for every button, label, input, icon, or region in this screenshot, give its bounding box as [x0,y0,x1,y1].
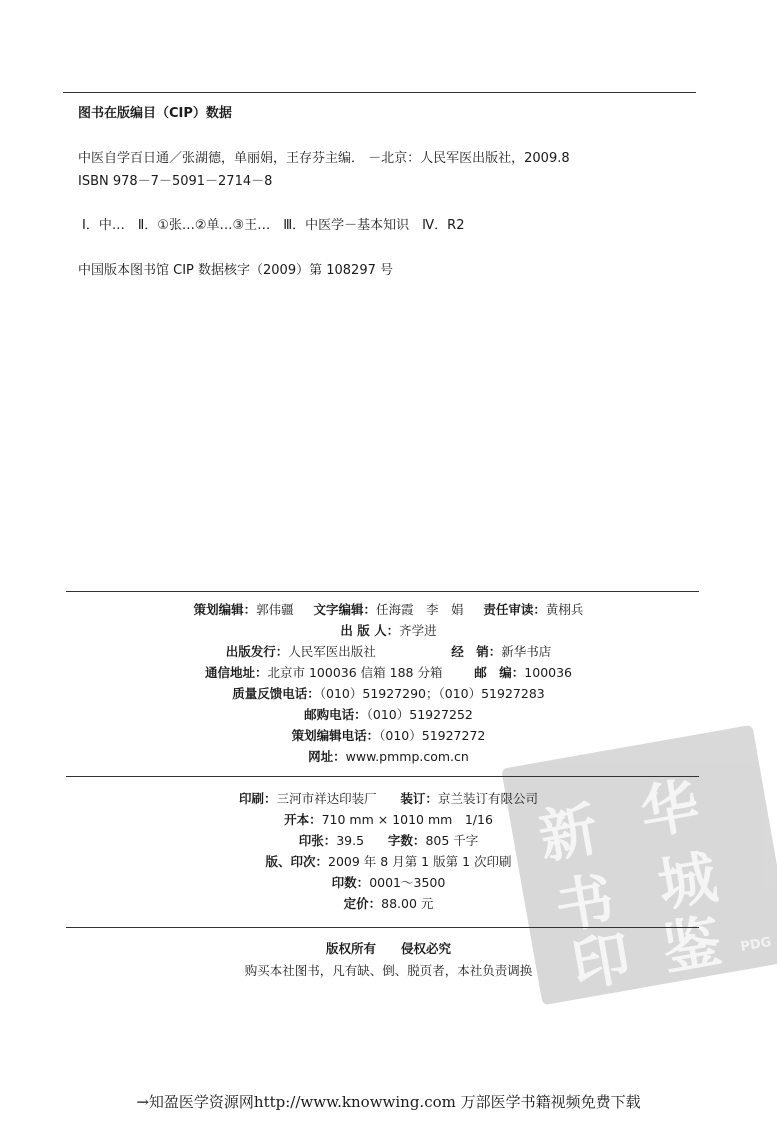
replacement-notice: 购买本社图书，凡有缺、倒、脱页者，本社负责调换 [244,963,533,978]
distributor: 新华书店 [501,644,552,659]
seal-char: 书 [550,864,620,943]
credits-block [0,602,777,770]
website: www.pmmp.com.cn [345,749,469,764]
print-run: 0001～3500 [369,875,446,890]
credits-row-editors: 策划编辑：郭伟疆 文字编辑：任海霞 李 娟 责任审读：黄栩兵 [193,602,584,617]
rights-notice: 版权所有 侵权必究 [325,941,451,956]
words: 805 千字 [425,833,479,848]
seal-char: 鉴 [657,907,727,985]
mail-order-phone: （010）51927252 [366,707,473,722]
printing-row-edition: 版、印次：2009 年 8 月第 1 版第 1 次印刷 [265,854,512,869]
credits-top-rule [66,591,699,592]
address: 北京市 100036 信箱 188 分箱 [267,665,443,680]
reviewer: 黄栩兵 [545,602,584,617]
seal-char: 新 [533,794,603,872]
planning-phone: （010）51927272 [379,728,486,743]
price: 88.00 元 [381,896,434,911]
printing-row-print-run: 印数：0001～3500 [331,875,446,890]
credits-row-publisher: 出 版 人：齐学进 [340,623,437,638]
planning-editor: 郭伟疆 [256,602,294,617]
printing-block [0,791,777,917]
publisher-person: 齐学进 [399,623,437,638]
printing-row-printer: 印刷：三河市祥达印装厂 装订：京兰装订有限公司 [239,791,538,806]
cip-classification: Ⅰ．中… Ⅱ．①张…②单…③王… Ⅲ．中医学－基本知识 Ⅳ．R2 [82,218,465,233]
seal-mark: PDG [739,934,773,955]
postcode: 100036 [524,665,573,680]
seal-char: 印 [566,923,636,1001]
printer: 三河市祥达印装厂 [276,791,377,806]
credits-row-issuer: 出版发行：人民军医出版社 经 销：新华书店 [225,644,552,659]
rights-top-rule [66,927,699,928]
cip-line-1: 中医自学百日通／张湖德，单丽娟，王存芬主编． －北京：人民军医出版社，2009.8 [78,151,570,166]
top-rule [63,92,696,93]
printing-top-rule [66,776,699,777]
cip-isbn: ISBN 978－7－5091－2714－8 [78,174,273,189]
credits-row-address: 通信地址：北京市 100036 信箱 188 分箱 邮 编：100036 [204,665,573,680]
cip-heading: 图书在版编目（CIP）数据 [78,106,232,121]
seal-char: 华 [635,770,705,848]
printing-row-sheets: 印张：39.5 字数：805 千字 [298,833,479,848]
printing-row-format: 开本：710 mm × 1010 mm 1/16 [284,812,493,827]
format: 710 mm × 1010 mm 1/16 [321,812,493,827]
printing-row-price: 定价：88.00 元 [343,896,434,911]
credits-row-website: 网址：www.pmmp.com.cn [308,749,469,764]
feedback-phone: （010）51927290；（010）51927283 [319,686,545,701]
credits-row-mail-order: 邮购电话：（010）51927252 [304,707,473,722]
binder: 京兰装订有限公司 [437,791,538,806]
credits-row-planning-phone: 策划编辑电话：（010）51927272 [291,728,486,743]
credits-row-feedback: 质量反馈电话：（010）51927290；（010）51927283 [232,686,545,701]
download-footer: →知盈医学资源网http://www.knowwing.com 万部医学书籍视频免费下载 [136,1093,641,1111]
seal-char: 城 [652,842,722,920]
edition: 2009 年 8 月第 1 版第 1 次印刷 [328,854,512,869]
rights-block [0,941,777,985]
cip-record-number: 中国版本图书馆 CIP 数据核字（2009）第 108297 号 [78,263,393,278]
sheets: 39.5 [336,833,365,848]
text-editor: 任海霞 李 娟 [376,602,464,617]
issuer: 人民军医出版社 [288,644,376,659]
